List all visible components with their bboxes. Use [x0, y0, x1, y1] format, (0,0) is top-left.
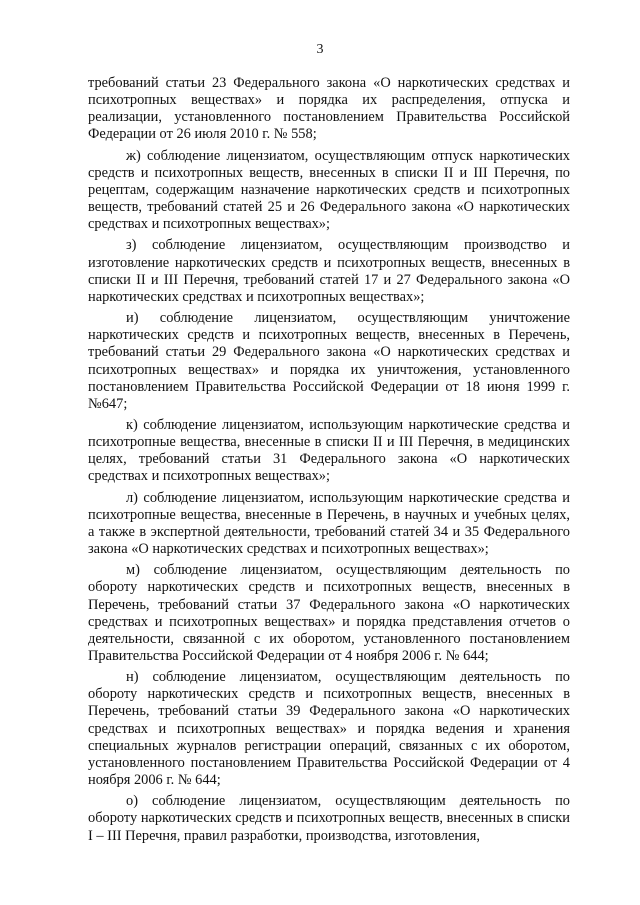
paragraph-item-n: н) соблюдение лицензиатом, осуществляющим деятельность по обороту наркотических средств и психотропных веществ, внесенных в Перечень, требований статьи 39 Федерального закона «О наркотических средствах и психотропных веществах» и порядка ведения и хранения специальных журналов регистрации операций, связанных с их оборотом, установленного постановлением Правительства Российской Федерации от 4 ноября 2006 г. № 644; — [88, 669, 570, 789]
paragraph-continuation: требований статьи 23 Федерального закона «О наркотических средствах и психотропных веществах» и порядка их распределения, отпуска и реализации, установленного постановлением Правительства Российской Федерации от 26 июля 2010 г. № 558; — [88, 75, 570, 143]
paragraph-item-zh: ж) соблюдение лицензиатом, осуществляющим отпуск наркотических средств и психотропных веществ, внесенных в списки II и III Перечня, по рецептам, содержащим назначение наркотических средств и психотропных веществ, требований статей 25 и 26 Федерального закона «О наркотических средствах и психотропных веществах»; — [88, 147, 570, 233]
paragraph-item-l: л) соблюдение лицензиатом, использующим наркотические средства и психотропные вещества, внесенные в Перечень, в научных и учебных целях, а также в экспертной деятельности, требований статей 34 и 35 Федерального закона «О наркотических средствах и психотропных веществах»; — [88, 489, 570, 558]
document-body — [88, 75, 570, 849]
paragraph-item-m: м) соблюдение лицензиатом, осуществляющим деятельность по обороту наркотических средств и психотропных веществ, внесенных в Перечень, требований статьи 37 Федерального закона «О наркотических средствах и психотропных веществах» и порядка представления отчетов о деятельности, связанной с их оборотом, установленного постановлением Правительства Российской Федерации от 4 ноября 2006 г. № 644; — [88, 562, 570, 664]
paragraph-item-z: з) соблюдение лицензиатом, осуществляющим производство и изготовление наркотических средств и психотропных веществ, внесенных в списки II и III Перечня, требований статей 17 и 27 Федерального закона «О наркотических средствах и психотропных веществах»; — [88, 237, 570, 305]
paragraph-item-o: о) соблюдение лицензиатом, осуществляющим деятельность по обороту наркотических средств и психотропных веществ, внесенных в списки I – III Перечня, правил разработки, производства, изготовления, — [88, 793, 570, 844]
paragraph-item-i: и) соблюдение лицензиатом, осуществляющим уничтожение наркотических средств и психотропных веществ, внесенных в Перечень, требований статьи 29 Федерального закона «О наркотических средствах и психотропных веществах» и порядка их уничтожения, установленного постановлением Правительства Российской Федерации от 18 июня 1999 г. №647; — [88, 310, 570, 412]
page-number: 3 — [316, 42, 324, 57]
paragraph-item-k: к) соблюдение лицензиатом, использующим наркотические средства и психотропные вещества, внесенные в списки II и III Перечня, в медицинских целях, требований статьи 31 Федерального закона «О наркотических средствах и психотропных веществах»; — [88, 416, 570, 485]
